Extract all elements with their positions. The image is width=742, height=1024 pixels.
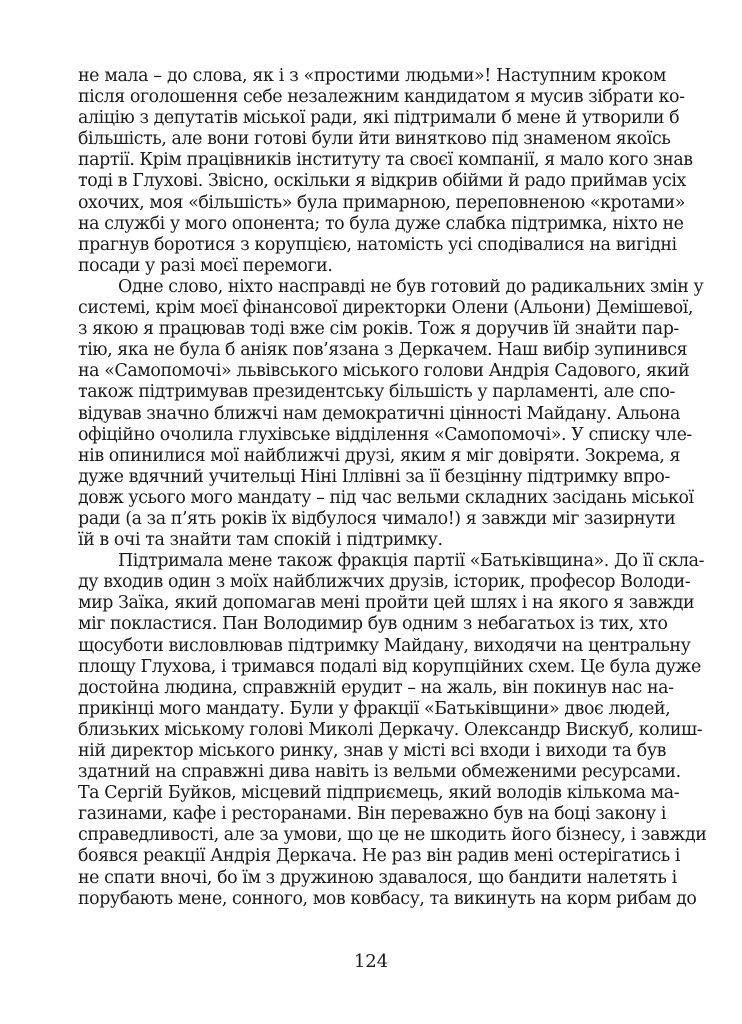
text-line: близьких міському голові Миколі Деркачу. Олександр Вискуб, колиш- — [78, 719, 703, 740]
text-line: аліцію з депутатів міської ради, які підтримали б мене й утворили б — [78, 108, 680, 129]
paragraph — [78, 551, 707, 910]
text-line: Та Сергій Буйков, місцевий підприємець, який володів кількома ма- — [78, 783, 680, 804]
text-line: також підтримував президентську більшість у парламенті, але спо- — [78, 382, 676, 403]
text-line: більшість, але вони готові були йти винятково під знаменом якоїсь — [78, 129, 671, 150]
text-line: охочих, моя «більшість» була примарною, переповненою «кротами» — [78, 192, 685, 213]
text-line: офіційно очолила глухівське відділення «Самопомочі». У списку чле- — [78, 424, 692, 445]
paragraph — [78, 66, 693, 277]
text-line: їй в очі та знайти там спокій і підтримку. — [78, 530, 443, 551]
text-line: міг покластися. Пан Володимир був одним з небагатьох із тих, хто — [78, 614, 668, 635]
text-line: мир Заїка, який допомагав мені пройти цей шлях і на якого я завжди — [78, 593, 695, 614]
text-line: порубають мене, сонного, мов ковбасу, та викинуть на корм рибам до — [78, 888, 697, 909]
text-line: тію, яка не була б аніяк пов’язана з Деркачем. Наш вибір зупинився — [78, 340, 688, 361]
text-line: на «Самопомочі» львівського міського голови Андрія Садового, який — [78, 361, 690, 382]
text-line: газинами, кафе і ресторанами. Він переважно був на боці закону і — [78, 804, 666, 825]
text-line: достойна людина, справжній ерудит – на жаль, він покинув нас на- — [78, 677, 674, 698]
text-line: прикінці мого мандату. Були у фракції «Батьківщини» двоє людей, — [78, 698, 671, 719]
text-line: справедливості, але за умови, що це не шкодить його бізнесу, і завжди — [78, 825, 707, 846]
text-line: партії. Крім працівників інституту та своєї компанії, я мало кого знав — [78, 150, 693, 171]
text-line: відував значно ближчі нам демократичні цінності Майдану. Альона — [78, 403, 680, 424]
page-number: 124 — [353, 951, 389, 972]
text-line: Одне слово, ніхто насправді не був готовий до радикальних змін у — [118, 276, 704, 297]
text-line: довж усього мого мандату – під час вельми складних засідань міської — [78, 487, 694, 508]
paragraph — [78, 276, 704, 551]
text-line: посади у разі моєї перемоги. — [78, 255, 333, 276]
text-line: тоді в Глухові. Звісно, оскільки я відкрив обійми й радо приймав усіх — [78, 171, 686, 192]
text-line: ради (а за п’ять років їх відбулося чимало!) я завжди міг зазирнути — [78, 508, 676, 529]
text-line: Підтримала мене також фракція партії «Батьківщина». До її скла- — [118, 551, 705, 572]
text-line: після оголошення себе незалежним кандидатом я мусив зібрати ко- — [78, 87, 685, 108]
text-line: щосуботи висловлював підтримку Майдану, виходячи на центральну — [78, 635, 691, 656]
text-line: ду входив один з моїх найближчих друзів, історик, професор Володи- — [78, 572, 691, 593]
text-line: системі, крім моєї фінансової директорки Олени (Альони) Демішевої, — [78, 298, 694, 319]
page-body — [78, 66, 707, 910]
text-line: боявся реакції Андрія Деркача. Не раз він радив мені остерігатись і — [78, 846, 681, 867]
text-line: з якою я працював тоді вже сім років. Тож я доручив їй знайти пар- — [78, 319, 679, 340]
text-line: ній директор міського ринку, знав у місті всі входи і виходи та був — [78, 741, 666, 761]
text-line: нів опинилися мої найближчі друзі, яким я міг довіряти. Зокрема, я — [78, 445, 681, 466]
text-line: не спати вночі, бо їм з дружиною здавалося, що бандити налетять і — [78, 867, 677, 888]
text-line: не мала – до слова, як і з «простими людьми»! Наступним кроком — [78, 66, 666, 86]
text-line: здатний на справжні дива навіть із вельми обмеженими ресурсами. — [78, 762, 681, 783]
text-line: на службі у мого опонента; то була дуже слабка підтримка, ніхто не — [78, 213, 684, 234]
text-line: дуже вдячний учительці Ніні Іллівні за її безцінну підтримку впро- — [78, 466, 670, 487]
text-line: прагнув боротися з корупцією, натомість усі сподівалися на вигідні — [78, 234, 677, 255]
text-line: площу Глухова, і тримався подалі від корупційних схем. Це була дуже — [78, 656, 701, 677]
